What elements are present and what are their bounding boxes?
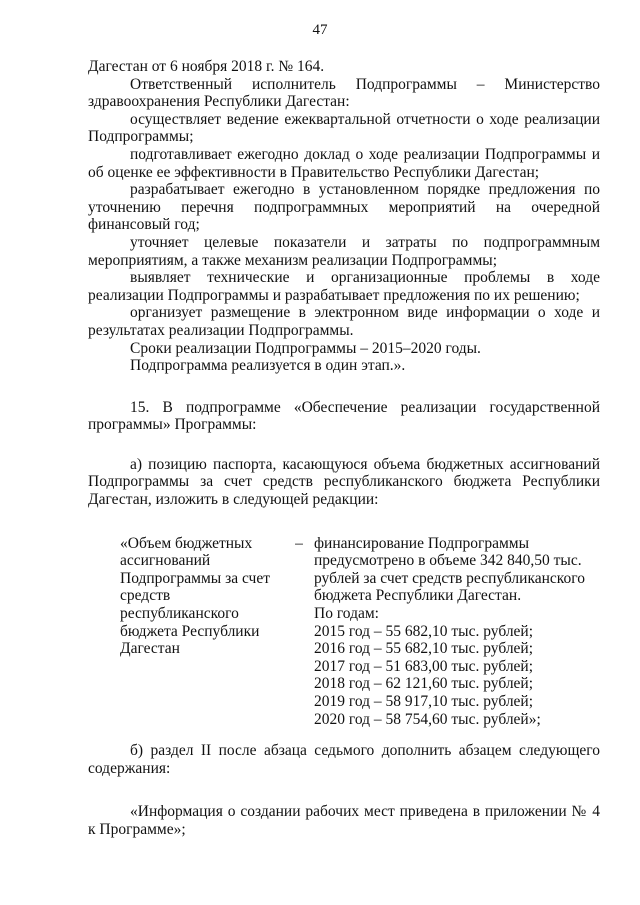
paragraph: Сроки реализации Подпрограммы – 2015–2020 годы.: [130, 339, 481, 357]
paragraph: организует размещение в электронном виде информации о ходе и результатах реализации Подпрограммы.: [88, 304, 600, 339]
paragraph: осуществляет ведение ежеквартальной отчетности о ходе реализации Подпрограммы;: [88, 110, 600, 146]
passport-position-value: [314, 535, 600, 729]
page-number: 47: [312, 22, 328, 38]
paragraph: подготавливает ежегодно доклад о ходе реализации Подпрограммы и об оценке ее эффективности в Правительство Республики Дагестан;: [88, 145, 600, 181]
paragraph: Подпрограмма реализуется в один этап.».: [130, 357, 406, 375]
passport-position-block: [88, 535, 600, 729]
paragraph: Ответственный исполнитель Подпрограммы – Министерство здравоохранения Республики Дагестан:: [88, 75, 600, 111]
year-row: 2016 год – 55 682,10 тыс. рублей;: [314, 640, 534, 658]
paragraph: выявляет технические и организационные проблемы в ходе реализации Подпрограммы и разрабатывает предложения по их решению;: [88, 269, 600, 304]
dash-separator: –: [295, 534, 303, 552]
paragraph: разрабатывает ежегодно в установленном порядке предложения по уточнению перечня подпрограммных мероприятий на очередной финансовый год;: [88, 181, 600, 234]
year-row: 2017 год – 51 683,00 тыс. рублей;: [314, 657, 534, 675]
amendment-item-b: б) раздел II после абзаца седьмого дополнить абзацем следующего содержания:: [88, 742, 600, 777]
document-body: [88, 58, 600, 839]
amendment-item-a: а) позицию паспорта, касающуюся объема бюджетных ассигнований Подпрограммы за счет средств республиканского бюджета Республики Дагестан, изложить в следующей редакции:: [88, 455, 600, 509]
by-years-label: По годам:: [314, 605, 379, 623]
amendment-item-b-quote: «Информация о создании рабочих мест приведена в приложении № 4 к Программе»;: [88, 803, 600, 838]
year-row: 2020 год – 58 754,60 тыс. рублей»;: [314, 710, 541, 728]
passport-position-label: «Объем бюджетных ассигнований Подпрограммы за счет средств республиканского бюджета Республики Дагестан: [120, 534, 270, 658]
year-row: 2019 год – 58 917,10 тыс. рублей;: [314, 693, 534, 710]
financing-intro: финансирование Подпрограммы предусмотрено в объеме 342 840,50 тыс. рублей за счет средств республиканского бюджета Республики Дагестан.: [314, 534, 586, 605]
paragraph: уточняет целевые показатели и затраты по подпрограммным мероприятиям, а также механизм реализации Подпрограммы;: [88, 233, 600, 269]
year-row: 2015 год – 55 682,10 тыс. рублей;: [314, 622, 534, 640]
amendment-item-15: 15. В подпрограмме «Обеспечение реализации государственной программы» Программы:: [88, 398, 600, 434]
year-row: 2018 год – 62 121,60 тыс. рублей;: [314, 675, 534, 693]
paragraph: Дагестан от 6 ноября 2018 г. № 164.: [88, 58, 325, 75]
